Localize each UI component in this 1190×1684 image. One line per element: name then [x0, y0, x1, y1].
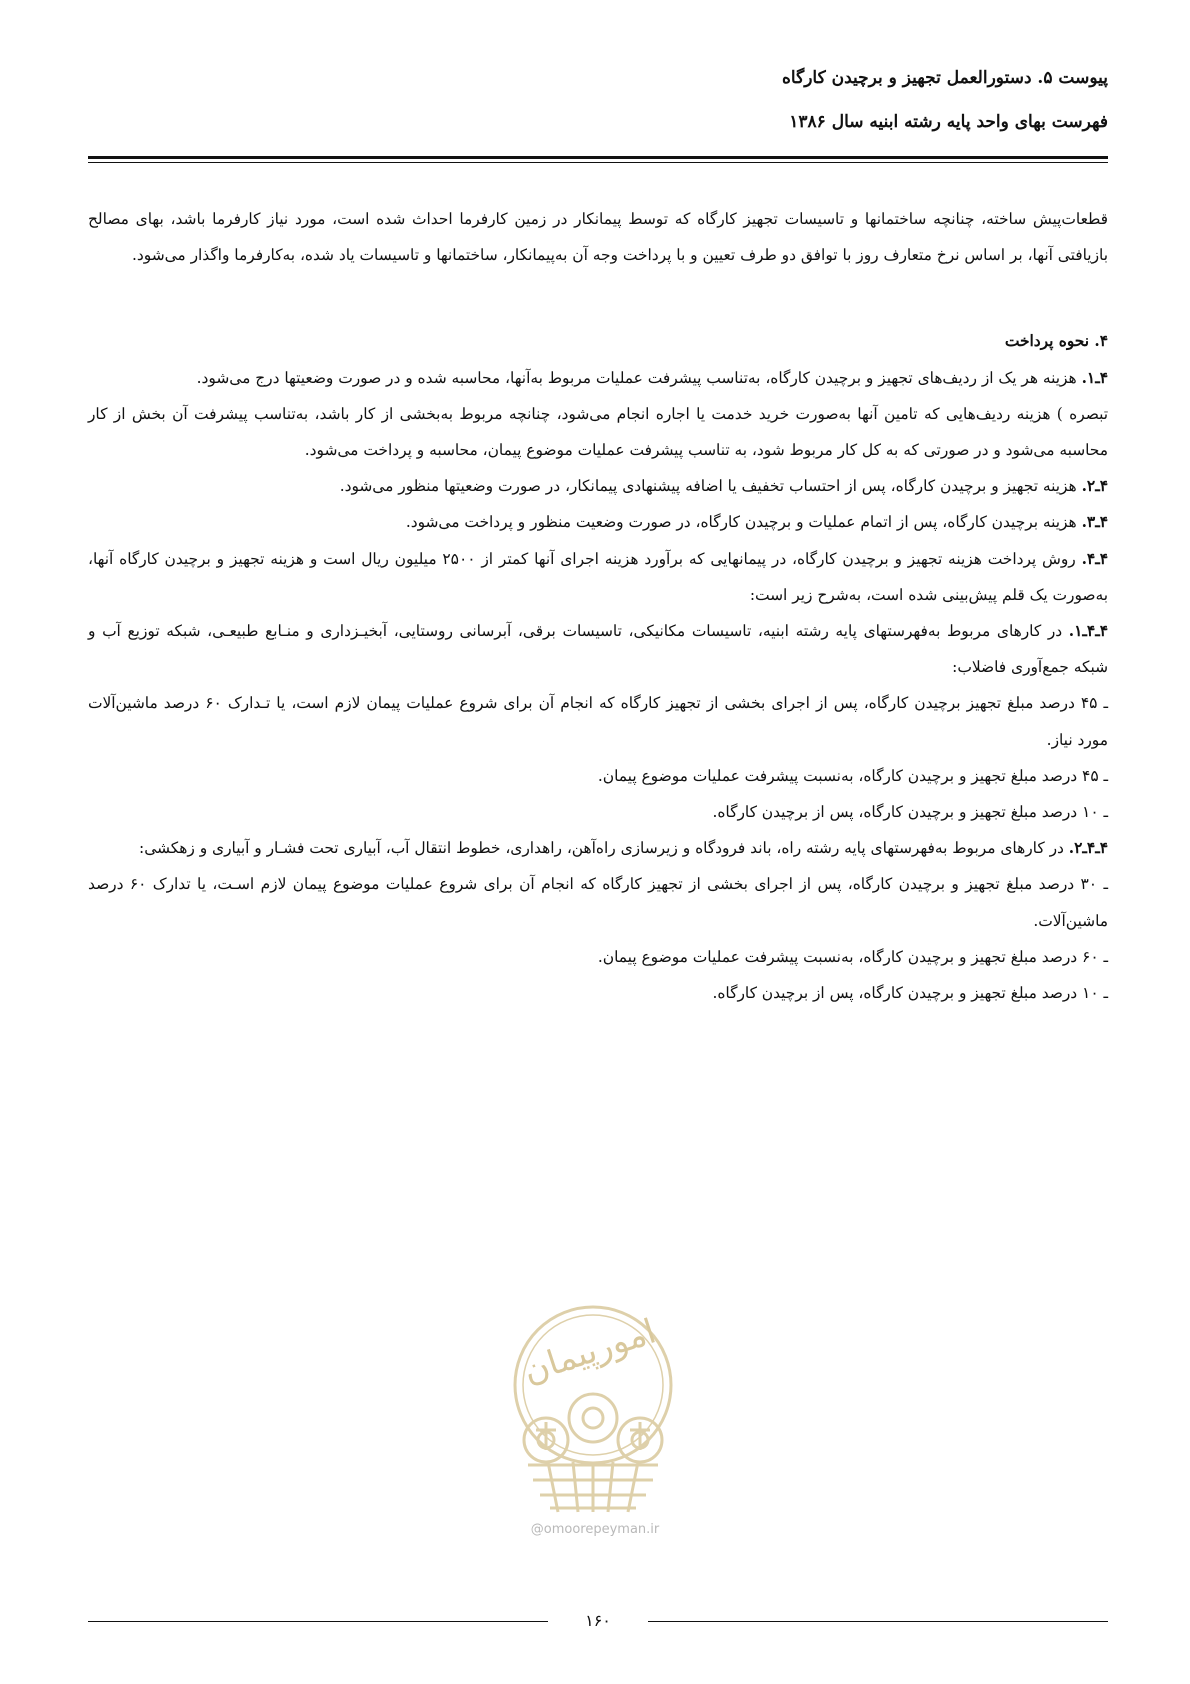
page-number: ۱۶۰ [585, 1611, 611, 1630]
paragraph-number: ۴ـ۴ـ۱. [1068, 622, 1108, 641]
paragraph-number: ۴ـ۳. [1081, 513, 1108, 532]
list-item: ـ ۱۰ درصد مبلغ تجهیز و برچیدن کارگاه، پس از برچیدن کارگاه. [712, 984, 1108, 1003]
paragraph-text: در کارهای مربوط به‌فهرستهای پایه رشته راه، باند فرودگاه و زیرسازی راه‌آهن، راهداری، خطوط انتقال آب، آبیاری تحت فشـار و آبیاری و زهکشی: [139, 839, 1069, 858]
footer-rule-right [648, 1621, 1108, 1622]
note-paragraph: تبصره ) هزینه ردیف‌هایی که تامین آنها به‌صورت خرید خدمت یا اجاره انجام می‌شود، چنانچه مربوط به‌بخشی از کار باشد، به‌تناسب پیشرفت آن بخش از کار محاسبه می‌شود و در صورتی که به کل کار مربوط شود، به تناسب پیشرفت عملیات موضوع پیمان، محاسبه و پرداخت می‌شود. [88, 404, 1108, 460]
paragraph-number: ۴ـ۴ـ۲. [1068, 839, 1108, 858]
watermark-logo-text: امورپیمان [518, 1311, 661, 1392]
paragraph-4-4-1 [88, 613, 1108, 685]
page-header [88, 56, 1108, 144]
spacer [88, 273, 1108, 309]
list-item: ـ ۴۵ درصد مبلغ تجهیز و برچیدن کارگاه، به‌نسبت پیشرفت عملیات موضوع پیمان. [597, 766, 1108, 785]
header-title: پیوست ۵. دستورالعمل تجهیز و برچیدن کارگاه [782, 68, 1108, 88]
paragraph-number: ۴ـ۴. [1081, 549, 1108, 568]
list-item: ـ ۶۰ درصد مبلغ تجهیز و برچیدن کارگاه، به‌نسبت پیشرفت عملیات موضوع پیمان. [597, 947, 1108, 966]
paragraph-number: ۴ـ۲. [1081, 477, 1108, 496]
paragraph-text: هزینه هر یک از ردیف‌های تجهیز و برچیدن کارگاه، به‌تناسب پیشرفت عملیات مربوط به‌آنها، محاسبه شده و در صورت وضعیتها درج می‌شود. [196, 368, 1082, 387]
paragraph-text: روش پرداخت هزینه تجهیز و برچیدن کارگاه، در پیمانهایی که برآورد هزینه اجرای آنها کمتر از ۲۵۰۰ میلیون ریال است و هزینه تجهیز و برچیدن کارگاه آنها، به‌صورت یک قلم پیش‌بینی شده است، به‌شرح زیر است: [88, 549, 1108, 604]
paragraph-4-1 [88, 360, 1108, 396]
paragraph-4-4 [88, 541, 1108, 613]
paragraph-text: هزینه تجهیز و برچیدن کارگاه، پس از احتساب تخفیف یا اضافه پیشنهادی پیمانکار، در صورت وضعیتها منظور می‌شود. [339, 477, 1082, 496]
watermark-logo-icon [488, 1290, 698, 1530]
list-item: ـ ۳۰ درصد مبلغ تجهیز و برچیدن کارگاه، پس از اجرای بخشی از تجهیز کارگاه که انجام آن برای شروع عملیات موضوع پیمان لازم اسـت، یا تدارک ۶۰ درصد ماشین‌آلات. [88, 875, 1108, 930]
list-item: ـ ۱۰ درصد مبلغ تجهیز و برچیدن کارگاه، پس از برچیدن کارگاه. [712, 803, 1108, 822]
intro-paragraph: قطعات‌پیش ساخته، چنانچه ساختمانها و تاسیسات تجهیز کارگاه که توسط پیمانکار در زمین کارفرما احداث شده است، مورد نیاز کارفرما باشد، بهای مصالح بازیافتی آنها، بر اساس نرخ متعارف روز با توافق دو طرف تعیین و با پرداخت وجه آن به‌پیمانکار، ساختمانها و تاسیسات یاد شده، به‌کارفرما واگذار می‌شود. [88, 210, 1108, 265]
header-subtitle: فهرست بهای واحد پایه رشته ابنیه سال ۱۳۸۶ [789, 112, 1108, 132]
header-rule-thick [88, 156, 1108, 159]
watermark-site-text: @omoorepeyman.ir [530, 1522, 660, 1537]
list-item: ـ ۴۵ درصد مبلغ تجهیز برچیدن کارگاه، پس از اجرای بخشی از تجهیز کارگاه که انجام آن برای شروع عملیات پیمان لازم است، یا تـدارک ۶۰ درصد ماشین‌آلات مورد نیاز. [88, 694, 1108, 749]
section-title: ۴. نحوه پرداخت [1004, 332, 1108, 351]
header-rule-thin [88, 162, 1108, 163]
paragraph-text: هزینه برچیدن کارگاه، پس از اتمام عملیات و برچیدن کارگاه، در صورت وضعیت منظور و پرداخت می‌شود. [405, 513, 1082, 532]
page-footer [88, 1610, 1108, 1630]
paragraph-4-2 [88, 468, 1108, 504]
document-body [88, 201, 1108, 1011]
paragraph-text: در کارهای مربوط به‌فهرستهای پایه رشته ابنیه، تاسیسات مکانیکی، تاسیسات برقی، آبرسانی روستایی، آبخیـزداری و منـابع طبیعـی، شبکه توزیع آب و شبکه جمع‌آوری فاضلاب: [88, 622, 1108, 677]
paragraph-4-3 [88, 504, 1108, 540]
paragraph-number: ۴ـ۱. [1081, 368, 1108, 387]
paragraph-4-4-2 [88, 830, 1108, 866]
